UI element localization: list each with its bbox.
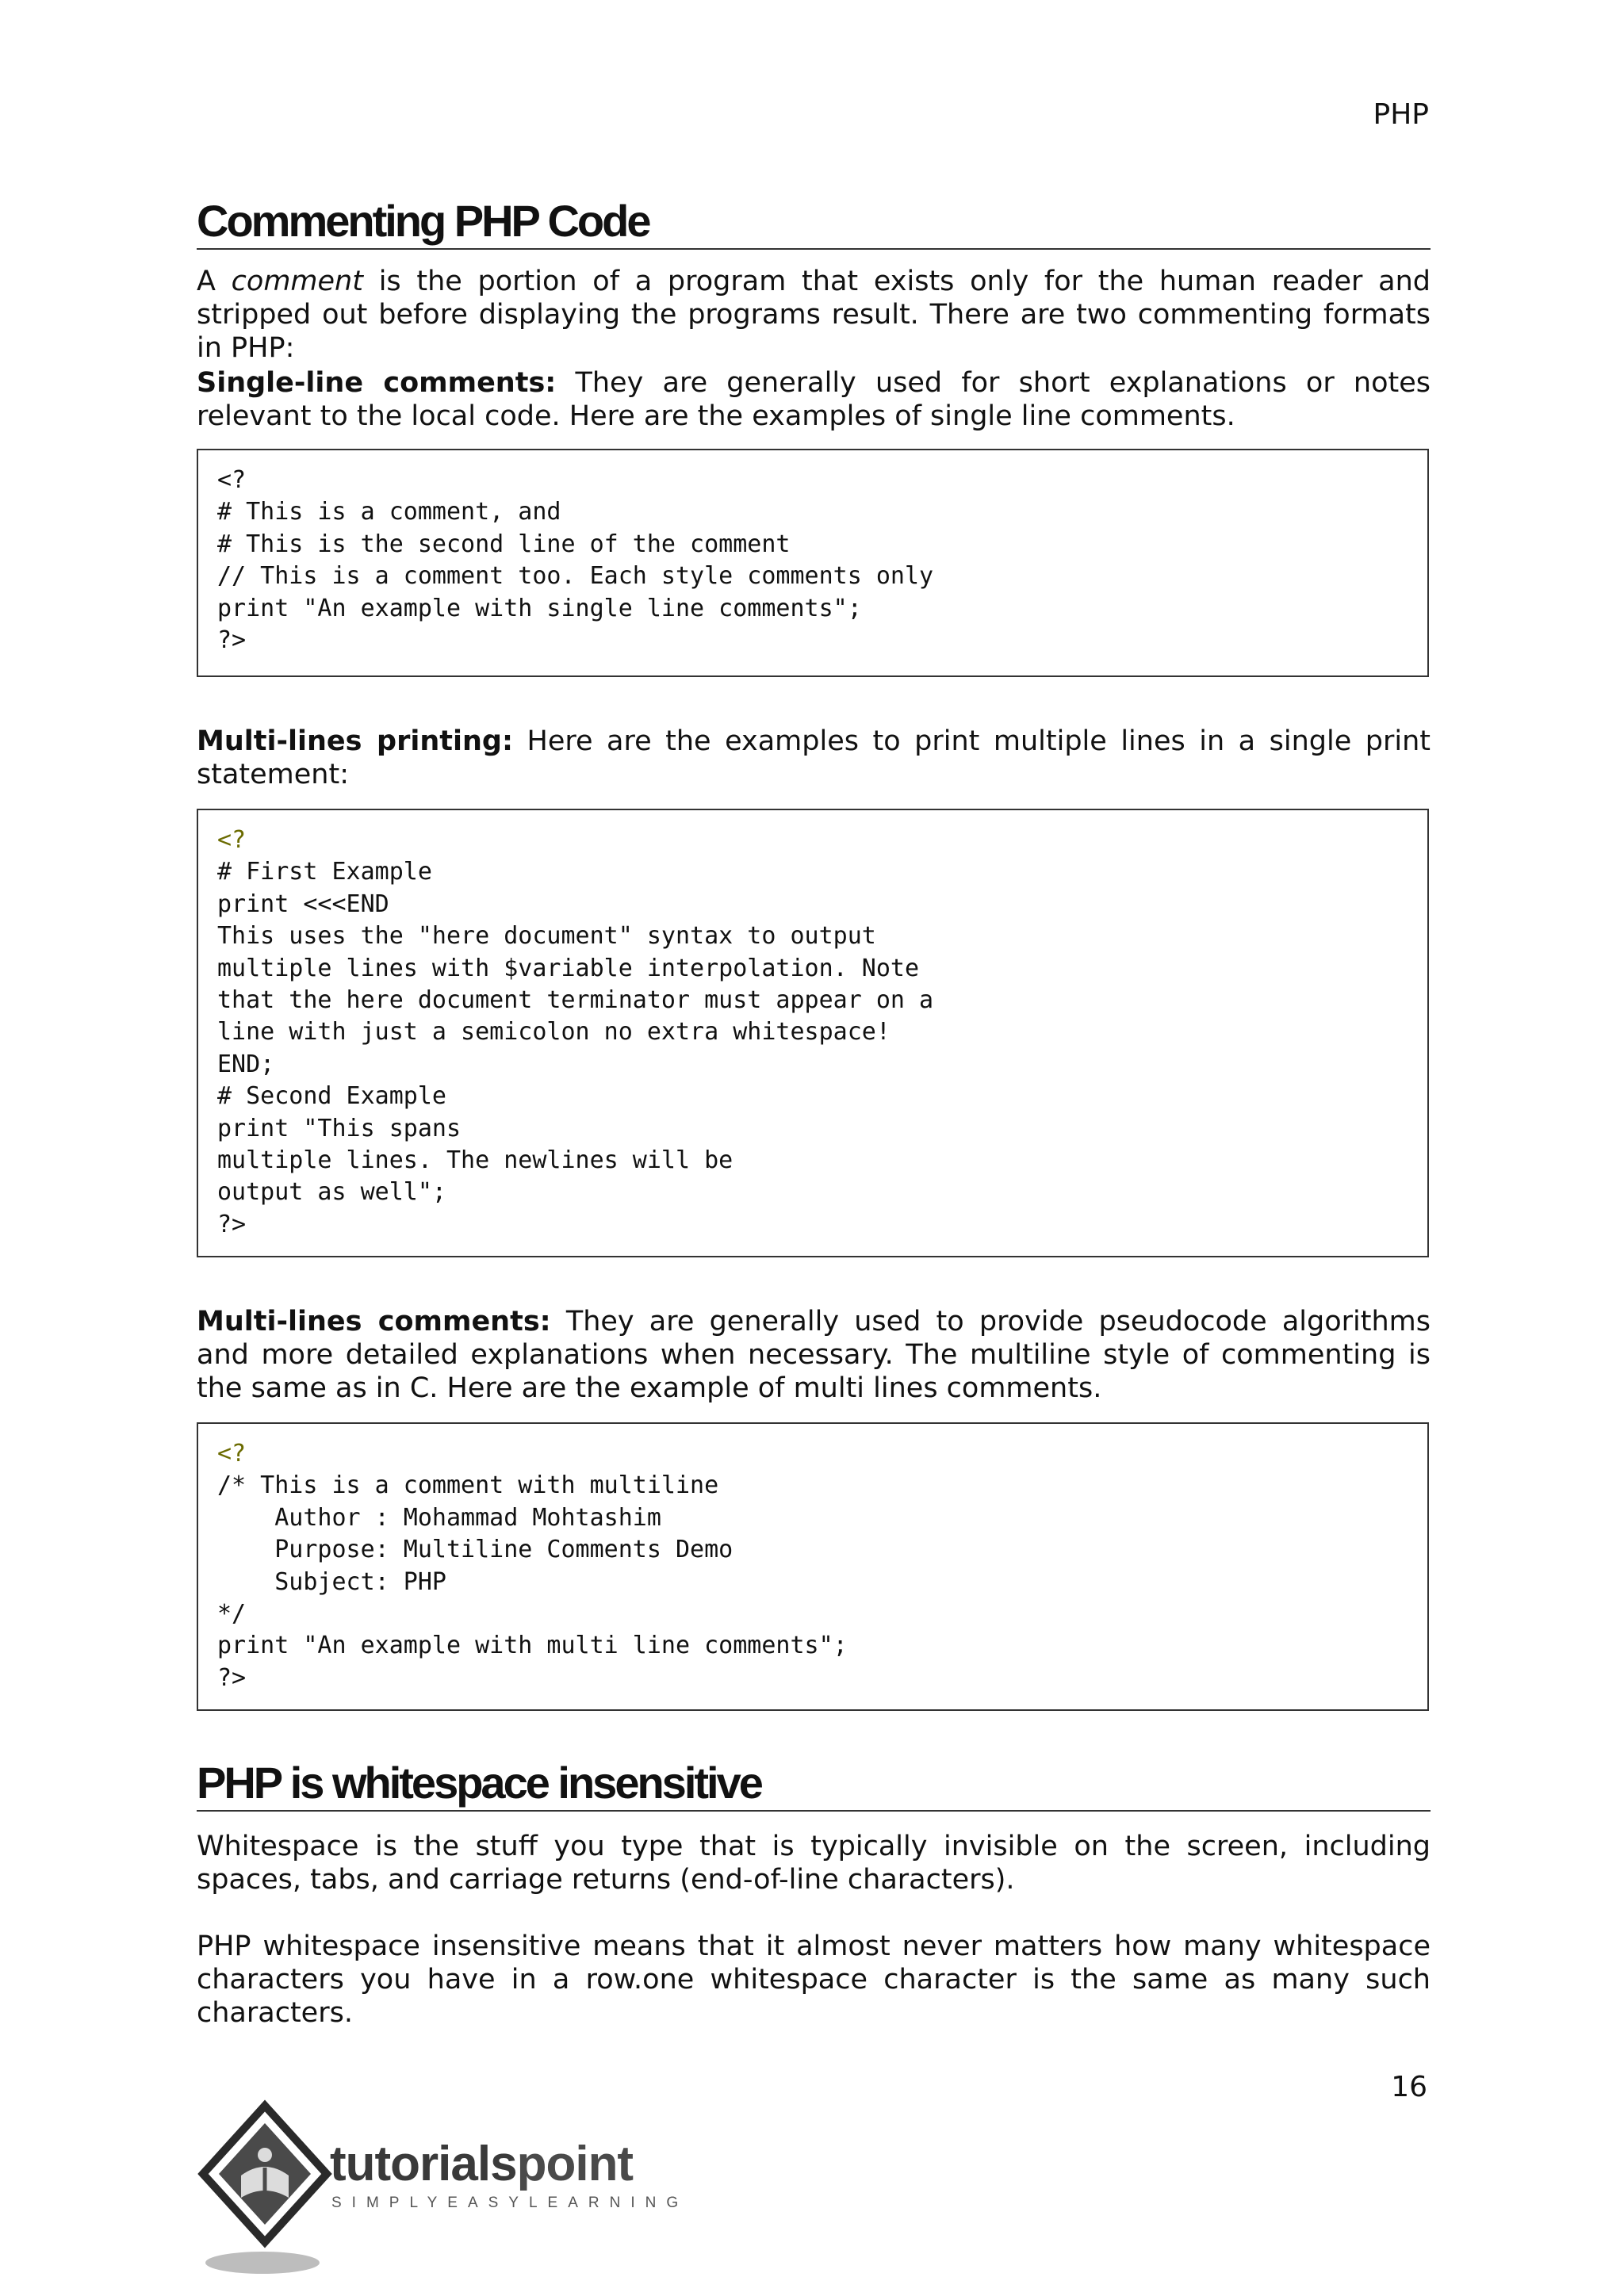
single-line-paragraph: Single-line comments: They are generally used for short explanations or notes relevant to the local code. Here are the examples of single line comments. xyxy=(197,367,1431,432)
logo-tagline: SIMPLYEASYLEARNING xyxy=(331,2195,689,2211)
php-open-tag: <? xyxy=(217,826,247,854)
logo-wordmark: tutorialspoint xyxy=(330,2137,634,2191)
whitespace-paragraph-2: PHP whitespace insensitive means that it almost never matters how many whitespace characters you have in a row.one whitespace character is the same as many such characters. xyxy=(197,1931,1431,2029)
tutorialspoint-logo xyxy=(195,2099,687,2282)
section-title-commenting: Commenting PHP Code xyxy=(197,195,1431,250)
comment-term: comment xyxy=(231,266,363,297)
logo-diamond-icon xyxy=(195,2099,338,2282)
code-multi-comment: <? /* This is a comment with multiline Author : Mohammad Mohtashim Purpose: Multiline Comments Demo Subject: PHP */ print "An example with multi line comments"; ?> xyxy=(217,1440,848,1692)
code-single-line: <? # This is a comment, and # This is the second line of the comment // This is a comment too. Each style comments only print "An example with single line comments"; ?> xyxy=(217,466,934,655)
code-block-multi-print xyxy=(197,809,1429,1257)
multi-comment-paragraph: Multi-lines comments: They are generally used to provide pseudocode algorithms and more detailed explanations when necessary. The multiline style of commenting is the same as in C. Here are the example of multi lines comments. xyxy=(197,1306,1431,1404)
running-head: PHP xyxy=(1373,98,1429,131)
code-multi-print: <? # First Example print <<<END This uses the "here document" syntax to output multiple lines with $variable interpolation. Note that the here document terminator must appear on a line with just a semicolon no extra whitespace! END; # Second Example print "This spans multiple lines. The newlines will be output as well"; ?> xyxy=(217,826,934,1238)
single-line-label: Single-line comments: xyxy=(197,367,557,399)
section-title-whitespace: PHP is whitespace insensitive xyxy=(197,1757,1431,1812)
code-block-multi-comment xyxy=(197,1422,1429,1711)
comment-intro-paragraph: A comment is the portion of a program that exists only for the human reader and stripped out before displaying the programs result. There are two commenting formats in PHP: xyxy=(197,266,1431,364)
php-open-tag: <? xyxy=(217,1440,247,1468)
code-block-single-line xyxy=(197,449,1429,677)
whitespace-paragraph-1: Whitespace is the stuff you type that is typically invisible on the screen, including spaces, tabs, and carriage returns (end-of-line characters). xyxy=(197,1831,1431,1896)
multi-print-label: Multi-lines printing: xyxy=(197,725,513,757)
multi-print-paragraph: Multi-lines printing: Here are the examples to print multiple lines in a single print statement: xyxy=(197,725,1431,790)
page-number: 16 xyxy=(1391,2071,1427,2103)
multi-comment-label: Multi-lines comments: xyxy=(197,1306,551,1337)
